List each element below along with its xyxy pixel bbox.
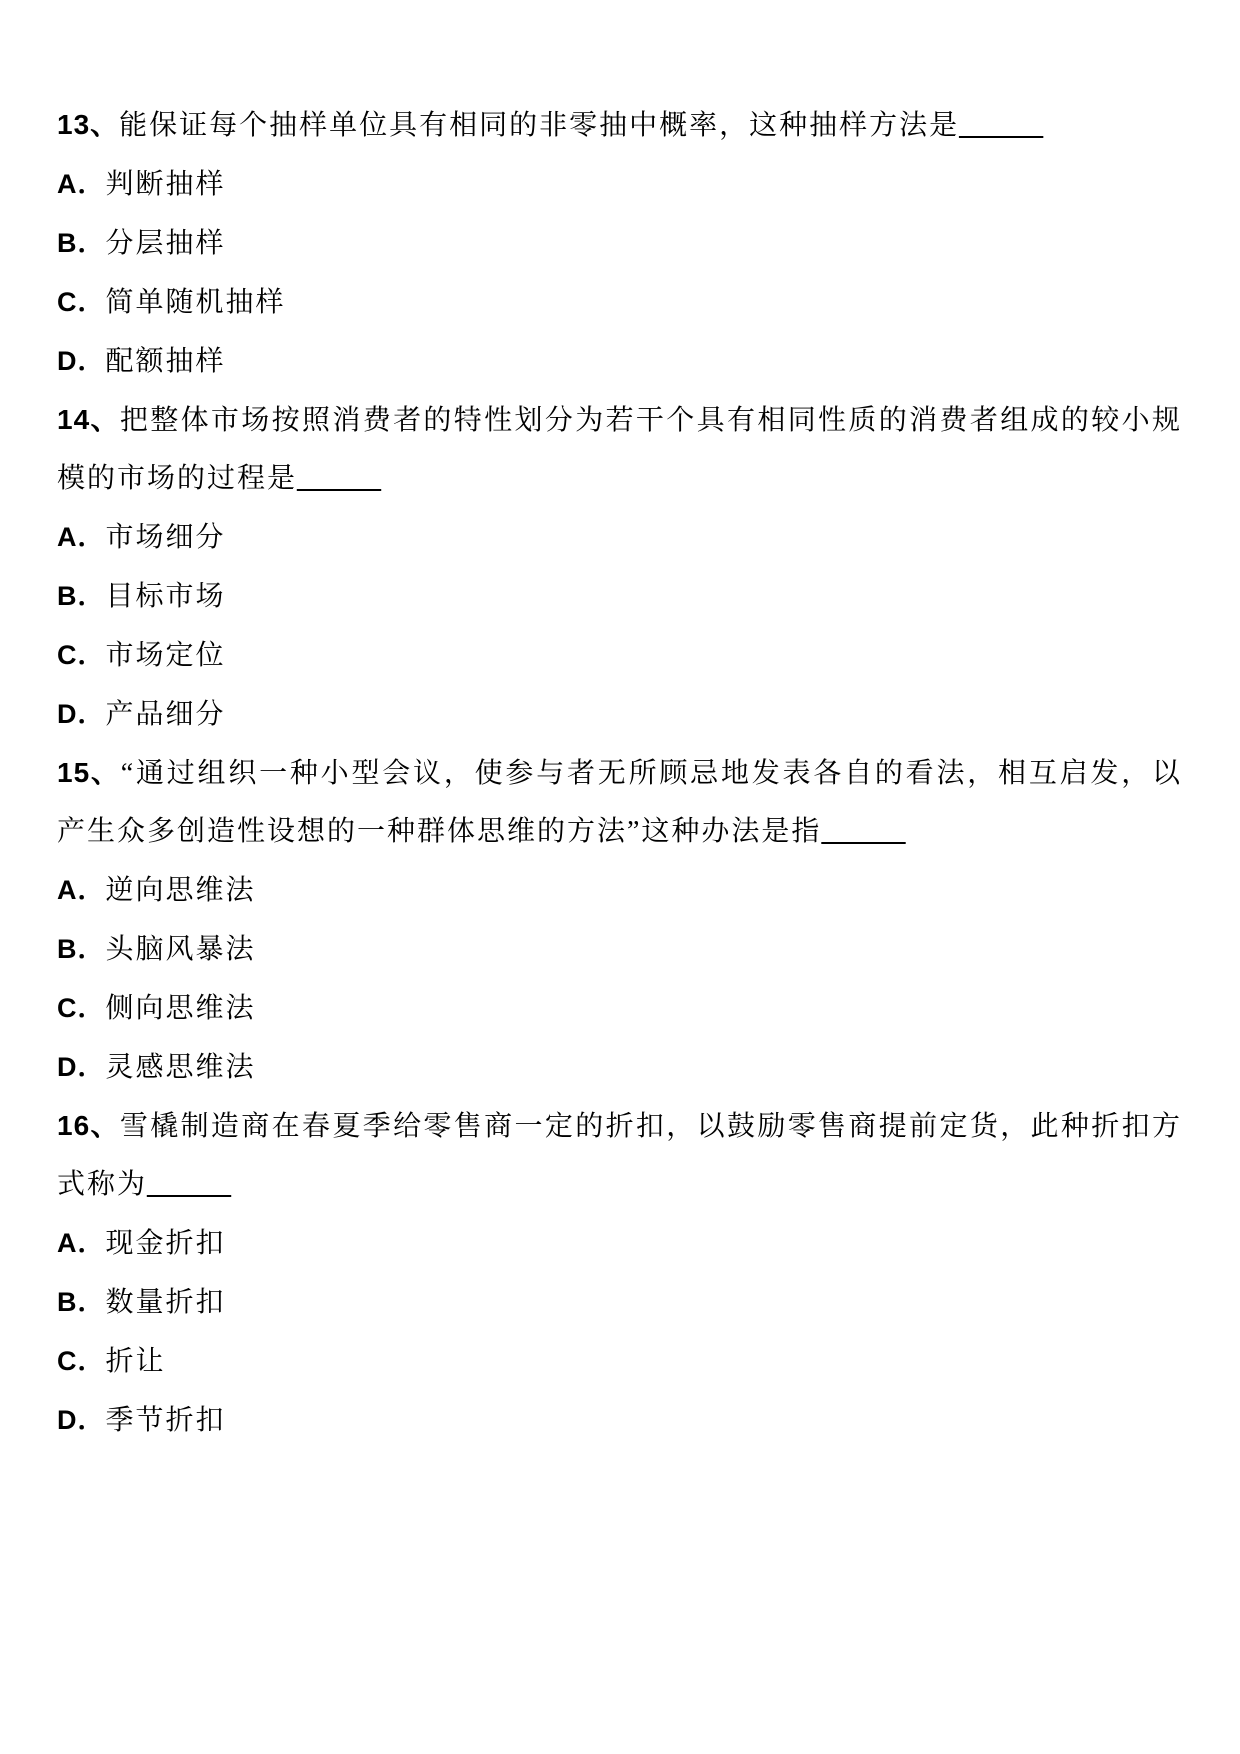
question-text: “通过组织一种小型会议，使参与者无所顾忌地发表各自的看法，相互启发，以产生众多创造性设想的一种群体思维的方法”这种办法是指 (57, 758, 1182, 847)
option-14-d (57, 685, 1182, 744)
question-14 (57, 391, 1182, 508)
option-16-d (57, 1391, 1182, 1450)
question-16 (57, 1097, 1182, 1214)
question-text: 雪橇制造商在春夏季给零售商一定的折扣，以鼓励零售商提前定货，此种折扣方式称为 (57, 1111, 1182, 1200)
option-label: D． (57, 346, 106, 376)
question-number: 16、 (57, 1110, 120, 1141)
option-15-d (57, 1038, 1182, 1097)
option-label: B． (57, 1287, 106, 1317)
option-text: 数量折扣 (105, 1287, 226, 1318)
question-text: 能保证每个抽样单位具有相同的非零抽中概率，这种抽样方法是 (119, 110, 960, 141)
option-label: C． (57, 640, 106, 670)
option-14-a (57, 508, 1182, 567)
option-text: 简单随机抽样 (105, 287, 286, 318)
option-label: D． (57, 1405, 106, 1435)
option-label: A． (57, 875, 106, 905)
option-16-a (57, 1214, 1182, 1273)
option-label: B． (57, 581, 106, 611)
question-number: 13、 (57, 109, 120, 140)
option-15-c (57, 979, 1182, 1038)
answer-blank: ______ (821, 816, 906, 847)
option-text: 现金折扣 (105, 1228, 226, 1259)
option-text: 市场定位 (105, 640, 226, 671)
question-block-16 (57, 1097, 1182, 1450)
option-text: 折让 (105, 1346, 166, 1377)
option-text: 判断抽样 (105, 169, 226, 200)
option-label: D． (57, 699, 106, 729)
option-13-b (57, 214, 1182, 273)
option-label: A． (57, 522, 106, 552)
option-text: 目标市场 (105, 581, 226, 612)
question-number: 14、 (57, 404, 120, 435)
question-text: 把整体市场按照消费者的特性划分为若干个具有相同性质的消费者组成的较小规模的市场的过程是 (57, 405, 1182, 494)
question-15 (57, 744, 1182, 861)
option-label: D． (57, 1052, 106, 1082)
question-13 (57, 96, 1182, 155)
option-text: 分层抽样 (105, 228, 226, 259)
option-label: A． (57, 1228, 106, 1258)
option-13-c (57, 273, 1182, 332)
option-15-a (57, 861, 1182, 920)
option-16-c (57, 1332, 1182, 1391)
question-block-15 (57, 744, 1182, 1097)
option-label: A． (57, 169, 106, 199)
answer-blank: ______ (959, 110, 1044, 141)
question-number: 15、 (57, 757, 121, 788)
option-14-b (57, 567, 1182, 626)
option-16-b (57, 1273, 1182, 1332)
option-label: B． (57, 228, 106, 258)
option-13-d (57, 332, 1182, 391)
option-text: 市场细分 (105, 522, 226, 553)
option-text: 产品细分 (105, 699, 226, 730)
option-text: 逆向思维法 (105, 875, 256, 906)
option-13-a (57, 155, 1182, 214)
option-text: 配额抽样 (105, 346, 226, 377)
option-text: 灵感思维法 (105, 1052, 256, 1083)
option-label: C． (57, 287, 106, 317)
option-14-c (57, 626, 1182, 685)
answer-blank: ______ (297, 463, 382, 494)
exam-page (57, 96, 1182, 1450)
option-label: B． (57, 934, 106, 964)
option-label: C． (57, 1346, 106, 1376)
option-15-b (57, 920, 1182, 979)
option-text: 头脑风暴法 (105, 934, 256, 965)
answer-blank: ______ (147, 1169, 232, 1200)
option-text: 侧向思维法 (105, 993, 256, 1024)
question-block-13 (57, 96, 1182, 391)
option-label: C． (57, 993, 106, 1023)
question-block-14 (57, 391, 1182, 744)
option-text: 季节折扣 (105, 1405, 226, 1436)
